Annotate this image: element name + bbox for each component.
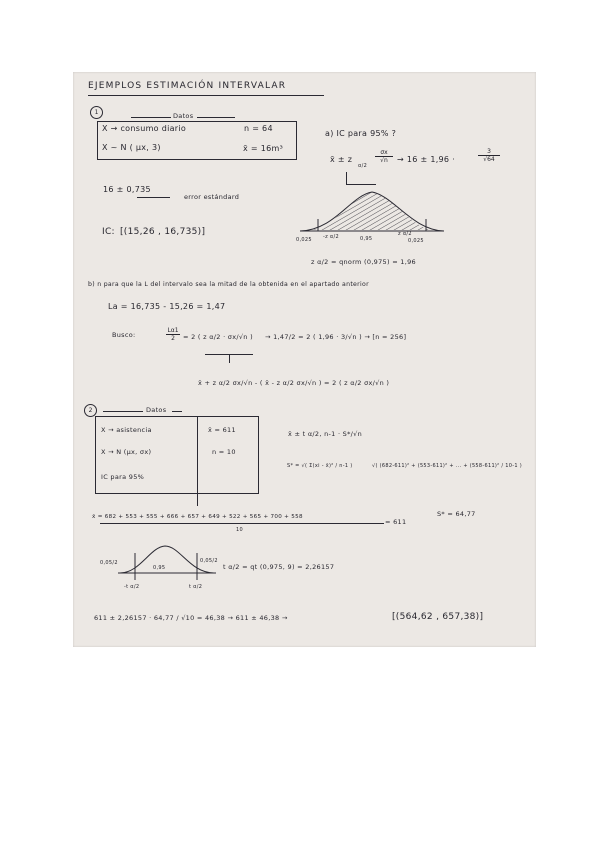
t-curve-right-tail: 0,05/2 [200, 558, 218, 564]
xbar-line: x̄ + z α/2 σx/√n - ( x̄ - z α/2 σx/√n ) = 2 ( z α/2 σx/√n ) [198, 379, 390, 387]
ex2-mean-calc: x̄ = 682 + 553 + 555 + 666 + 657 + 649 + 522 + 565 + 700 + 558 [92, 514, 303, 520]
datos-label: Datos [173, 112, 194, 120]
ex2-mean: x̄ = 611 [208, 426, 236, 434]
ex1-variable: X → consumo diario [102, 124, 187, 133]
frac-den: √n [380, 157, 388, 164]
ex1-n: n = 64 [244, 124, 273, 133]
t-curve-left-tail: 0,05/2 [100, 560, 118, 566]
ex2-n: n = 10 [212, 448, 236, 456]
curve1-right-tail: 0,025 [408, 238, 424, 244]
ex2-mean-den: 10 [236, 527, 243, 533]
example-1-number: 1 [90, 106, 103, 119]
frac-den: 2 [171, 335, 175, 342]
ic-value: [(15,26 , 16,735)] [120, 227, 206, 237]
page-title: EJEMPLOS ESTIMACIÓN INTERVALAR [88, 81, 287, 91]
frac-num: Lα1 [167, 327, 179, 334]
result-line: 16 ± 0,735 [103, 185, 151, 194]
ex2-s-formula-right: √( (682-611)² + (553-611)² + ... + (558-611)² / 10-1 ) [372, 463, 522, 469]
curve1-left-z: -z α/2 [323, 234, 339, 240]
formula-a: x̄ ± z [330, 155, 353, 164]
ex2-s-formula-left: S* = √( Σ(xi - x̄)² / n-1 ) [287, 463, 353, 469]
curve1-right-z: z α/2 [398, 231, 412, 237]
final-interval: [(564,62 , 657,38)] [392, 612, 484, 622]
busco-label: Busco: [112, 331, 136, 339]
part-b-question: b) n para que la L del intervalo sea la mitad de la obtenida en el apartado anterior [88, 281, 369, 288]
curve1-left-tail: 0,025 [296, 237, 312, 243]
ex2-ic: IC para 95% [101, 473, 145, 481]
t-curve-center: 0,95 [153, 565, 166, 571]
ex2-s-result: S* = 64,77 [437, 510, 476, 518]
ex2-mean-result: = 611 [385, 518, 407, 526]
error-label: error estándard [184, 193, 240, 201]
formula-a-substitution: → 16 ± 1,96 · [397, 155, 456, 164]
la-line: La = 16,735 - 15,26 = 1,47 [108, 302, 226, 311]
datos2-label: Datos [146, 406, 167, 414]
busco-middle: = 2 ( z α/2 · σx/√n ) [183, 333, 253, 341]
qnorm-line: z α/2 = qnorm (0,975) = 1,96 [311, 258, 416, 266]
ex2-variable: X → asistencia [101, 426, 152, 434]
busco-result: → 1,47/2 = 2 ( 1,96 · 3/√n ) → [n = 256] [265, 333, 407, 341]
frac-num: σx [375, 149, 393, 157]
frac-num: 3 [478, 148, 500, 156]
formula-a-zsub: α/2 [358, 163, 368, 169]
ex2-formula: x̄ ± t α/2, n-1 · S*/√n [288, 430, 363, 438]
t-curve-right-axis: t α/2 [189, 584, 203, 590]
ex1-distribution: X ~ N ( μx, 3) [102, 143, 161, 152]
example-2-number: 2 [84, 404, 97, 417]
t-quantile-line: t α/2 = qt (0,975, 9) = 2,26157 [223, 563, 335, 571]
part-a-question: a) IC para 95% ? [325, 129, 397, 138]
curve1-center: 0,95 [360, 236, 373, 242]
ex1-mean: x̄ = 16m³ [243, 144, 284, 153]
final-line: 611 ± 2,26157 · 64,77 / √10 = 46,38 → 611 ± 46,38 → [94, 614, 288, 622]
frac-den: √64 [483, 156, 495, 163]
ex2-distribution: X → N (μx, σx) [101, 448, 152, 456]
ic-label: IC: [102, 227, 115, 237]
t-curve-left-axis: -t α/2 [124, 584, 140, 590]
